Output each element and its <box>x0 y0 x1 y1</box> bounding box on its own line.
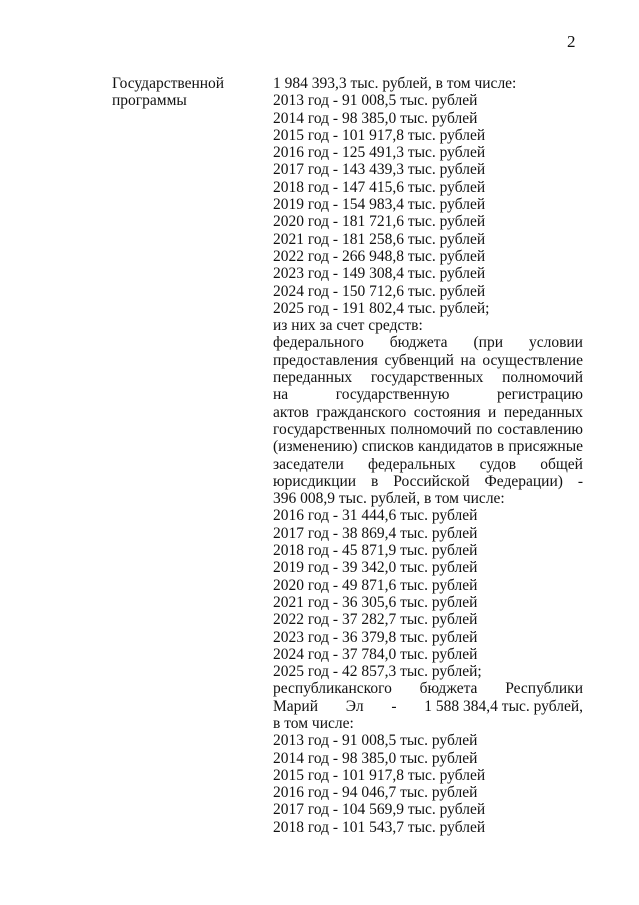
word: федерального <box>273 334 364 352</box>
word: условии <box>528 334 583 352</box>
year-line: 2021 год - 181 258,6 тыс. рублей <box>273 230 486 248</box>
word: государственных <box>273 420 386 438</box>
word: заседатели <box>273 455 344 473</box>
word: Федерации) <box>484 472 563 490</box>
funding-text <box>273 75 583 836</box>
word: переданных <box>503 403 583 421</box>
word: состояния <box>413 403 481 421</box>
word: на <box>273 386 289 404</box>
year-line: 2019 год - 39 342,0 тыс. рублей <box>273 559 478 577</box>
year-line: 2014 год - 98 385,0 тыс. рублей <box>273 749 478 767</box>
year-line: 2013 год - 91 008,5 тыс. рублей <box>273 92 478 110</box>
page-number: 2 <box>567 32 576 51</box>
year-line: 2016 год - 31 444,6 тыс. рублей <box>273 507 478 525</box>
word: на <box>460 351 476 369</box>
word: Эл <box>345 697 364 715</box>
word: в <box>371 472 379 490</box>
word: кандидатов <box>418 438 493 456</box>
word: актов <box>273 403 309 421</box>
year-line: 2025 год - 191 802,4 тыс. рублей; <box>273 299 490 317</box>
left-label-line-1: Государственной <box>112 75 225 92</box>
word: федеральных <box>367 455 456 473</box>
year-line: 2023 год - 36 379,8 тыс. рублей <box>273 628 478 646</box>
left-column-label <box>112 75 262 110</box>
word: (при <box>473 334 504 352</box>
republic-intro-line: в том числе: <box>273 714 354 732</box>
word: Российской <box>393 472 470 490</box>
federal-text-line <box>273 456 583 473</box>
federal-text-line <box>273 369 583 386</box>
word: (изменению) <box>273 438 358 456</box>
federal-text-line <box>273 386 583 403</box>
word: предоставления <box>273 351 378 369</box>
word: полномочий <box>390 420 472 438</box>
year-line: 2022 год - 266 948,8 тыс. рублей <box>273 247 486 265</box>
word: - <box>391 697 397 715</box>
word: по <box>476 420 493 438</box>
word: переданных <box>273 369 353 387</box>
year-line: 2022 год - 37 282,7 тыс. рублей <box>273 611 478 629</box>
year-line: 2017 год - 143 439,3 тыс. рублей <box>273 161 486 179</box>
word: государственную <box>335 386 450 404</box>
year-line: 2017 год - 38 869,4 тыс. рублей <box>273 524 478 542</box>
total-funding-line: 1 984 393,3 тыс. рублей, в том числе: <box>273 75 517 92</box>
word: бюджета <box>419 680 478 698</box>
word: составлению <box>497 420 583 438</box>
federal-text-line <box>273 334 583 351</box>
word: в <box>496 438 505 456</box>
federal-text-line <box>273 438 583 455</box>
year-line: 2023 год - 149 308,4 тыс. рублей <box>273 265 486 283</box>
word: и <box>488 403 497 421</box>
year-line: 2018 год - 101 543,7 тыс. рублей <box>273 818 486 836</box>
word: гражданского <box>316 403 407 421</box>
year-line: 2025 год - 42 857,3 тыс. рублей; <box>273 663 482 681</box>
year-line: 2021 год - 36 305,6 тыс. рублей <box>273 593 478 611</box>
federal-total-line: 396 008,9 тыс. рублей, в том числе: <box>273 490 505 508</box>
word: общей <box>540 455 583 473</box>
word: - <box>577 472 583 490</box>
word: регистрацию <box>497 386 583 404</box>
federal-text-line <box>273 404 583 421</box>
year-line: 2024 год - 150 712,6 тыс. рублей <box>273 282 486 300</box>
year-line: 2020 год - 181 721,6 тыс. рублей <box>273 213 486 231</box>
sources-intro: из них за счет средств: <box>273 317 423 335</box>
word: бюджета <box>389 334 448 352</box>
year-line: 2017 год - 104 569,9 тыс. рублей <box>273 801 486 819</box>
word: государственных <box>370 369 484 387</box>
federal-text-line <box>273 421 583 438</box>
federal-text-line <box>273 352 583 369</box>
year-line: 2016 год - 94 046,7 тыс. рублей <box>273 784 478 802</box>
year-line: 2015 год - 101 917,8 тыс. рублей <box>273 126 486 144</box>
word: Республики <box>505 680 583 698</box>
word: списков <box>361 438 414 456</box>
left-label-line-2: программы <box>112 92 187 110</box>
word: юрисдикции <box>273 472 357 490</box>
year-line: 2013 год - 91 008,5 тыс. рублей <box>273 732 478 750</box>
federal-text-line <box>273 473 583 490</box>
year-line: 2018 год - 45 871,9 тыс. рублей <box>273 542 478 560</box>
year-line: 2015 год - 101 917,8 тыс. рублей <box>273 766 486 784</box>
word: 1 588 384,4 тыс. рублей, <box>424 697 583 715</box>
year-line: 2019 год - 154 983,4 тыс. рублей <box>273 196 486 214</box>
word: республиканского <box>273 680 392 698</box>
year-line: 2024 год - 37 784,0 тыс. рублей <box>273 645 478 663</box>
republic-text-line <box>273 698 583 715</box>
word: присяжные <box>508 438 583 456</box>
year-line: 2020 год - 49 871,6 тыс. рублей <box>273 576 478 594</box>
word: судов <box>479 455 517 473</box>
year-line: 2014 год - 98 385,0 тыс. рублей <box>273 109 478 127</box>
word: субвенций <box>384 351 454 369</box>
word: осуществление <box>482 351 583 369</box>
year-line: 2018 год - 147 415,6 тыс. рублей <box>273 178 486 196</box>
republic-text-line <box>273 680 583 697</box>
word: Марий <box>273 697 319 715</box>
word: полномочий <box>502 369 583 387</box>
year-line: 2016 год - 125 491,3 тыс. рублей <box>273 144 486 162</box>
